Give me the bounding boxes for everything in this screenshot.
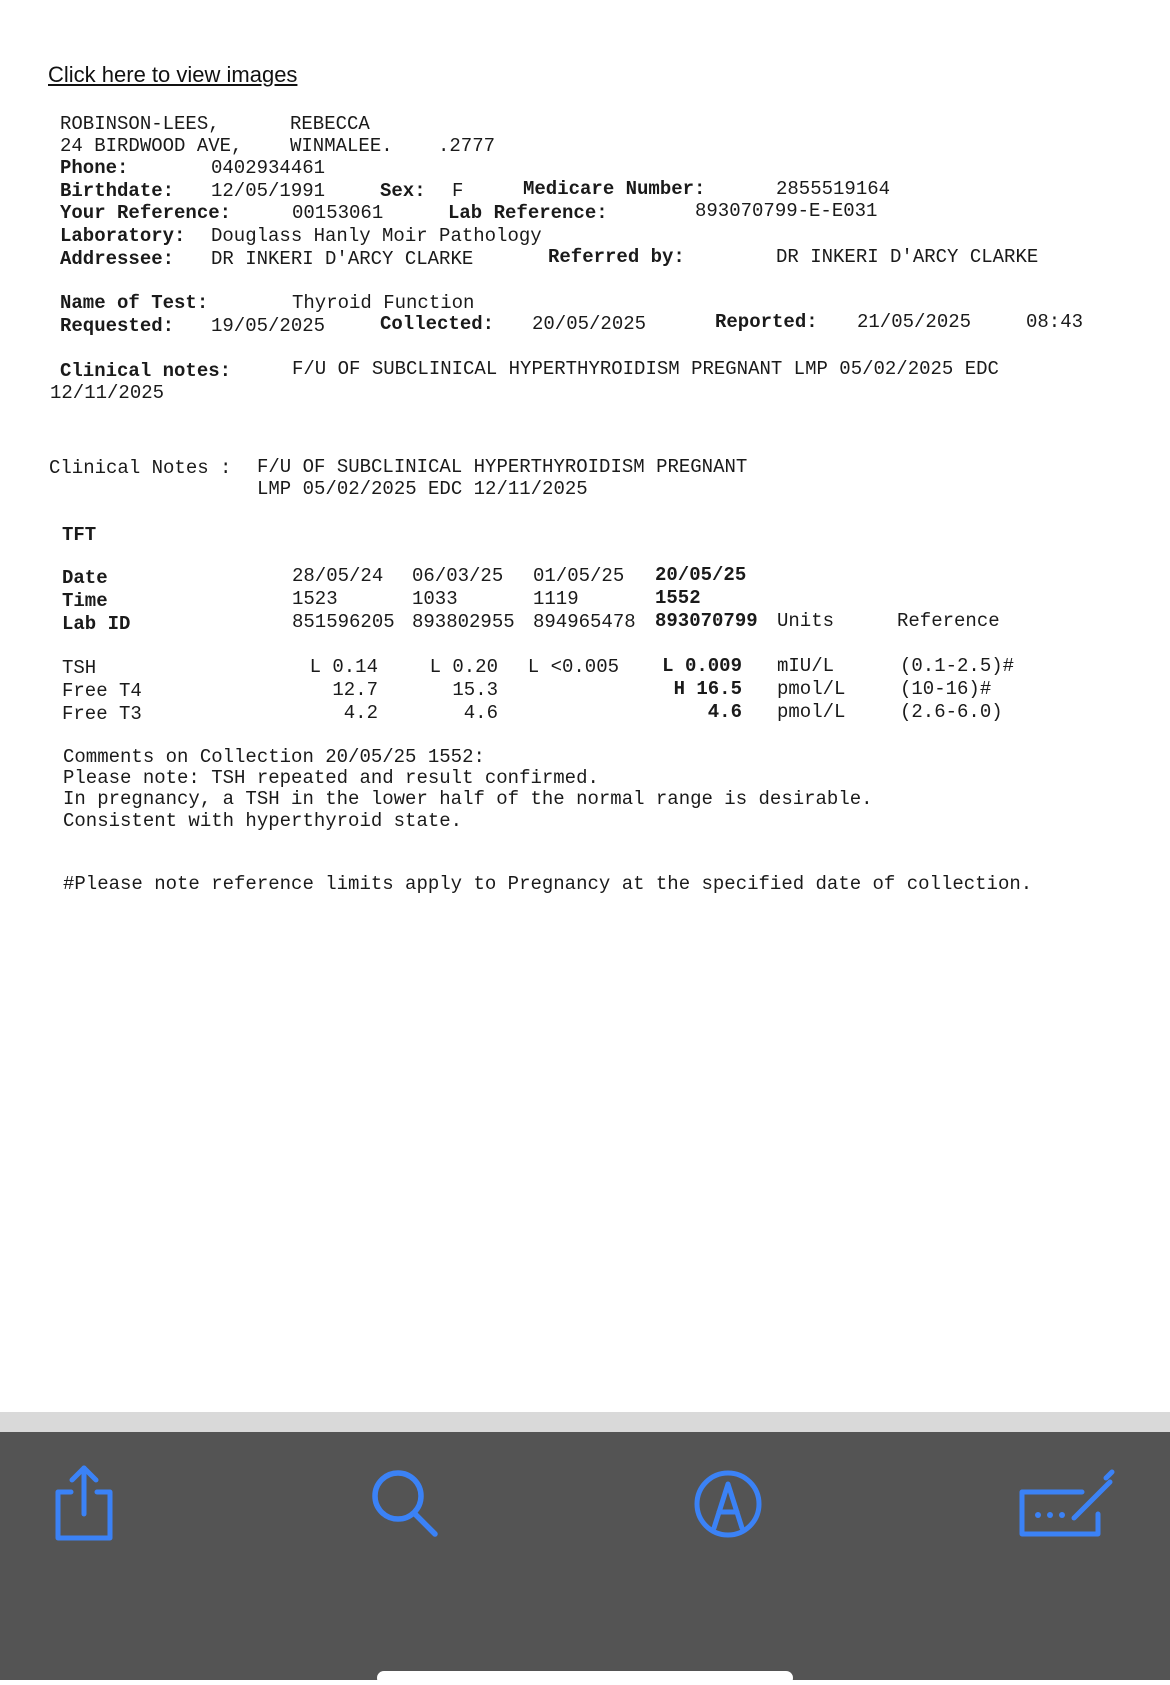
collected-label: Collected: <box>380 313 495 335</box>
view-images-link[interactable]: Click here to view images <box>48 62 298 87</box>
analyte-unit: pmol/L <box>777 701 846 723</box>
analyte-unit: mIU/L <box>777 655 835 677</box>
column-lab-id-current: 893070799 <box>655 610 758 632</box>
lab-reference-label: Lab Reference: <box>448 202 608 224</box>
clinical-notes-line2: 12/11/2025 <box>50 382 165 404</box>
address-street: 24 BIRDWOOD AVE, <box>60 135 243 157</box>
clinical-notes-label: Clinical notes: <box>60 360 232 382</box>
bottom-toolbar <box>0 1432 1170 1680</box>
column-date: 01/05/25 <box>533 565 625 587</box>
patient-given-name: REBECCA <box>290 113 370 135</box>
reported-date: 21/05/2025 <box>857 311 972 333</box>
address-suburb: WINMALEE. <box>290 135 393 157</box>
medicare-label: Medicare Number: <box>523 178 706 200</box>
reference-header: Reference <box>897 610 1000 632</box>
column-time: 1033 <box>412 588 458 610</box>
laboratory-label: Laboratory: <box>60 225 186 247</box>
row-label-date: Date <box>62 567 108 589</box>
lab-reference-value: 893070799-E-E031 <box>695 200 878 222</box>
tft-heading: TFT <box>62 524 97 546</box>
markup-icon[interactable] <box>688 1462 768 1542</box>
sex-label: Sex: <box>380 180 426 202</box>
clinical-notes-block-label: Clinical Notes : <box>49 457 232 479</box>
analyte-name-tsh: TSH <box>62 657 97 679</box>
addressee-value: DR INKERI D'ARCY CLARKE <box>211 248 474 270</box>
column-time: 1119 <box>533 588 579 610</box>
column-time: 1523 <box>292 588 338 610</box>
laboratory-value: Douglass Hanly Moir Pathology <box>211 225 542 247</box>
clinical-notes-line1: F/U OF SUBCLINICAL HYPERTHYROIDISM PREGNANT LMP 05/02/2025 EDC <box>292 358 999 380</box>
test-name-label: Name of Test: <box>60 292 209 314</box>
phone-value: 0402934461 <box>211 157 326 179</box>
home-indicator[interactable] <box>377 1671 793 1685</box>
requested-label: Requested: <box>60 315 175 337</box>
comments-line2: Please note: TSH repeated and result confirmed. <box>63 767 599 789</box>
signature-icon[interactable] <box>1016 1462 1116 1542</box>
analyte-value: L <0.005 <box>527 656 619 678</box>
birthdate-value: 12/05/1991 <box>211 180 326 202</box>
analyte-name-free-t4: Free T4 <box>62 680 142 702</box>
analyte-value: 4.2 <box>343 702 378 724</box>
medicare-value: 2855519164 <box>776 178 891 200</box>
reported-time: 08:43 <box>1026 311 1084 333</box>
analyte-value: 12.7 <box>332 679 378 701</box>
share-icon[interactable] <box>44 1462 124 1542</box>
patient-surname: ROBINSON-LEES, <box>60 113 220 135</box>
column-date: 06/03/25 <box>412 565 504 587</box>
analyte-value-current: 4.6 <box>707 701 742 723</box>
analyte-unit: pmol/L <box>777 678 846 700</box>
row-label-time: Time <box>62 590 108 612</box>
referred-by-value: DR INKERI D'ARCY CLARKE <box>776 246 1039 268</box>
column-lab-id: 894965478 <box>533 611 636 633</box>
column-lab-id: 893802955 <box>412 611 515 633</box>
analyte-value-current: L 0.009 <box>662 655 742 677</box>
addressee-label: Addressee: <box>60 248 175 270</box>
toolbar-divider <box>0 1412 1170 1432</box>
requested-value: 19/05/2025 <box>211 315 326 337</box>
analyte-value-current: H 16.5 <box>673 678 742 700</box>
reference-footnote: #Please note reference limits apply to Pregnancy at the specified date of collection. <box>63 873 1033 895</box>
analyte-reference: (0.1-2.5)# <box>900 655 1015 677</box>
your-reference-value: 00153061 <box>292 202 384 224</box>
comments-line1: Comments on Collection 20/05/25 1552: <box>63 746 485 768</box>
row-label-lab-id: Lab ID <box>62 613 131 635</box>
column-date: 28/05/24 <box>292 565 384 587</box>
column-time-current: 1552 <box>655 587 701 609</box>
analyte-name-free-t3: Free T3 <box>62 703 142 725</box>
analyte-reference: (2.6-6.0) <box>900 701 1003 723</box>
analyte-reference: (10-16)# <box>900 678 992 700</box>
reported-label: Reported: <box>715 311 818 333</box>
clinical-notes-block-line2: LMP 05/02/2025 EDC 12/11/2025 <box>257 478 588 500</box>
column-date-current: 20/05/25 <box>655 564 747 586</box>
your-reference-label: Your Reference: <box>60 202 232 224</box>
comments-line3: In pregnancy, a TSH in the lower half of the normal range is desirable. <box>63 788 873 810</box>
address-postcode: .2777 <box>438 135 496 157</box>
analyte-value: L 0.14 <box>309 656 378 678</box>
comments-line4: Consistent with hyperthyroid state. <box>63 810 463 832</box>
column-lab-id: 851596205 <box>292 611 395 633</box>
birthdate-label: Birthdate: <box>60 180 175 202</box>
units-header: Units <box>777 610 835 632</box>
analyte-value: L 0.20 <box>429 656 498 678</box>
referred-by-label: Referred by: <box>548 246 685 268</box>
search-icon[interactable] <box>363 1462 443 1542</box>
clinical-notes-block-line1: F/U OF SUBCLINICAL HYPERTHYROIDISM PREGNANT <box>257 456 748 478</box>
analyte-value: 4.6 <box>463 702 498 724</box>
test-name-value: Thyroid Function <box>292 292 475 314</box>
sex-value: F <box>452 180 464 202</box>
analyte-value: 15.3 <box>452 679 498 701</box>
phone-label: Phone: <box>60 157 129 179</box>
collected-value: 20/05/2025 <box>532 313 647 335</box>
